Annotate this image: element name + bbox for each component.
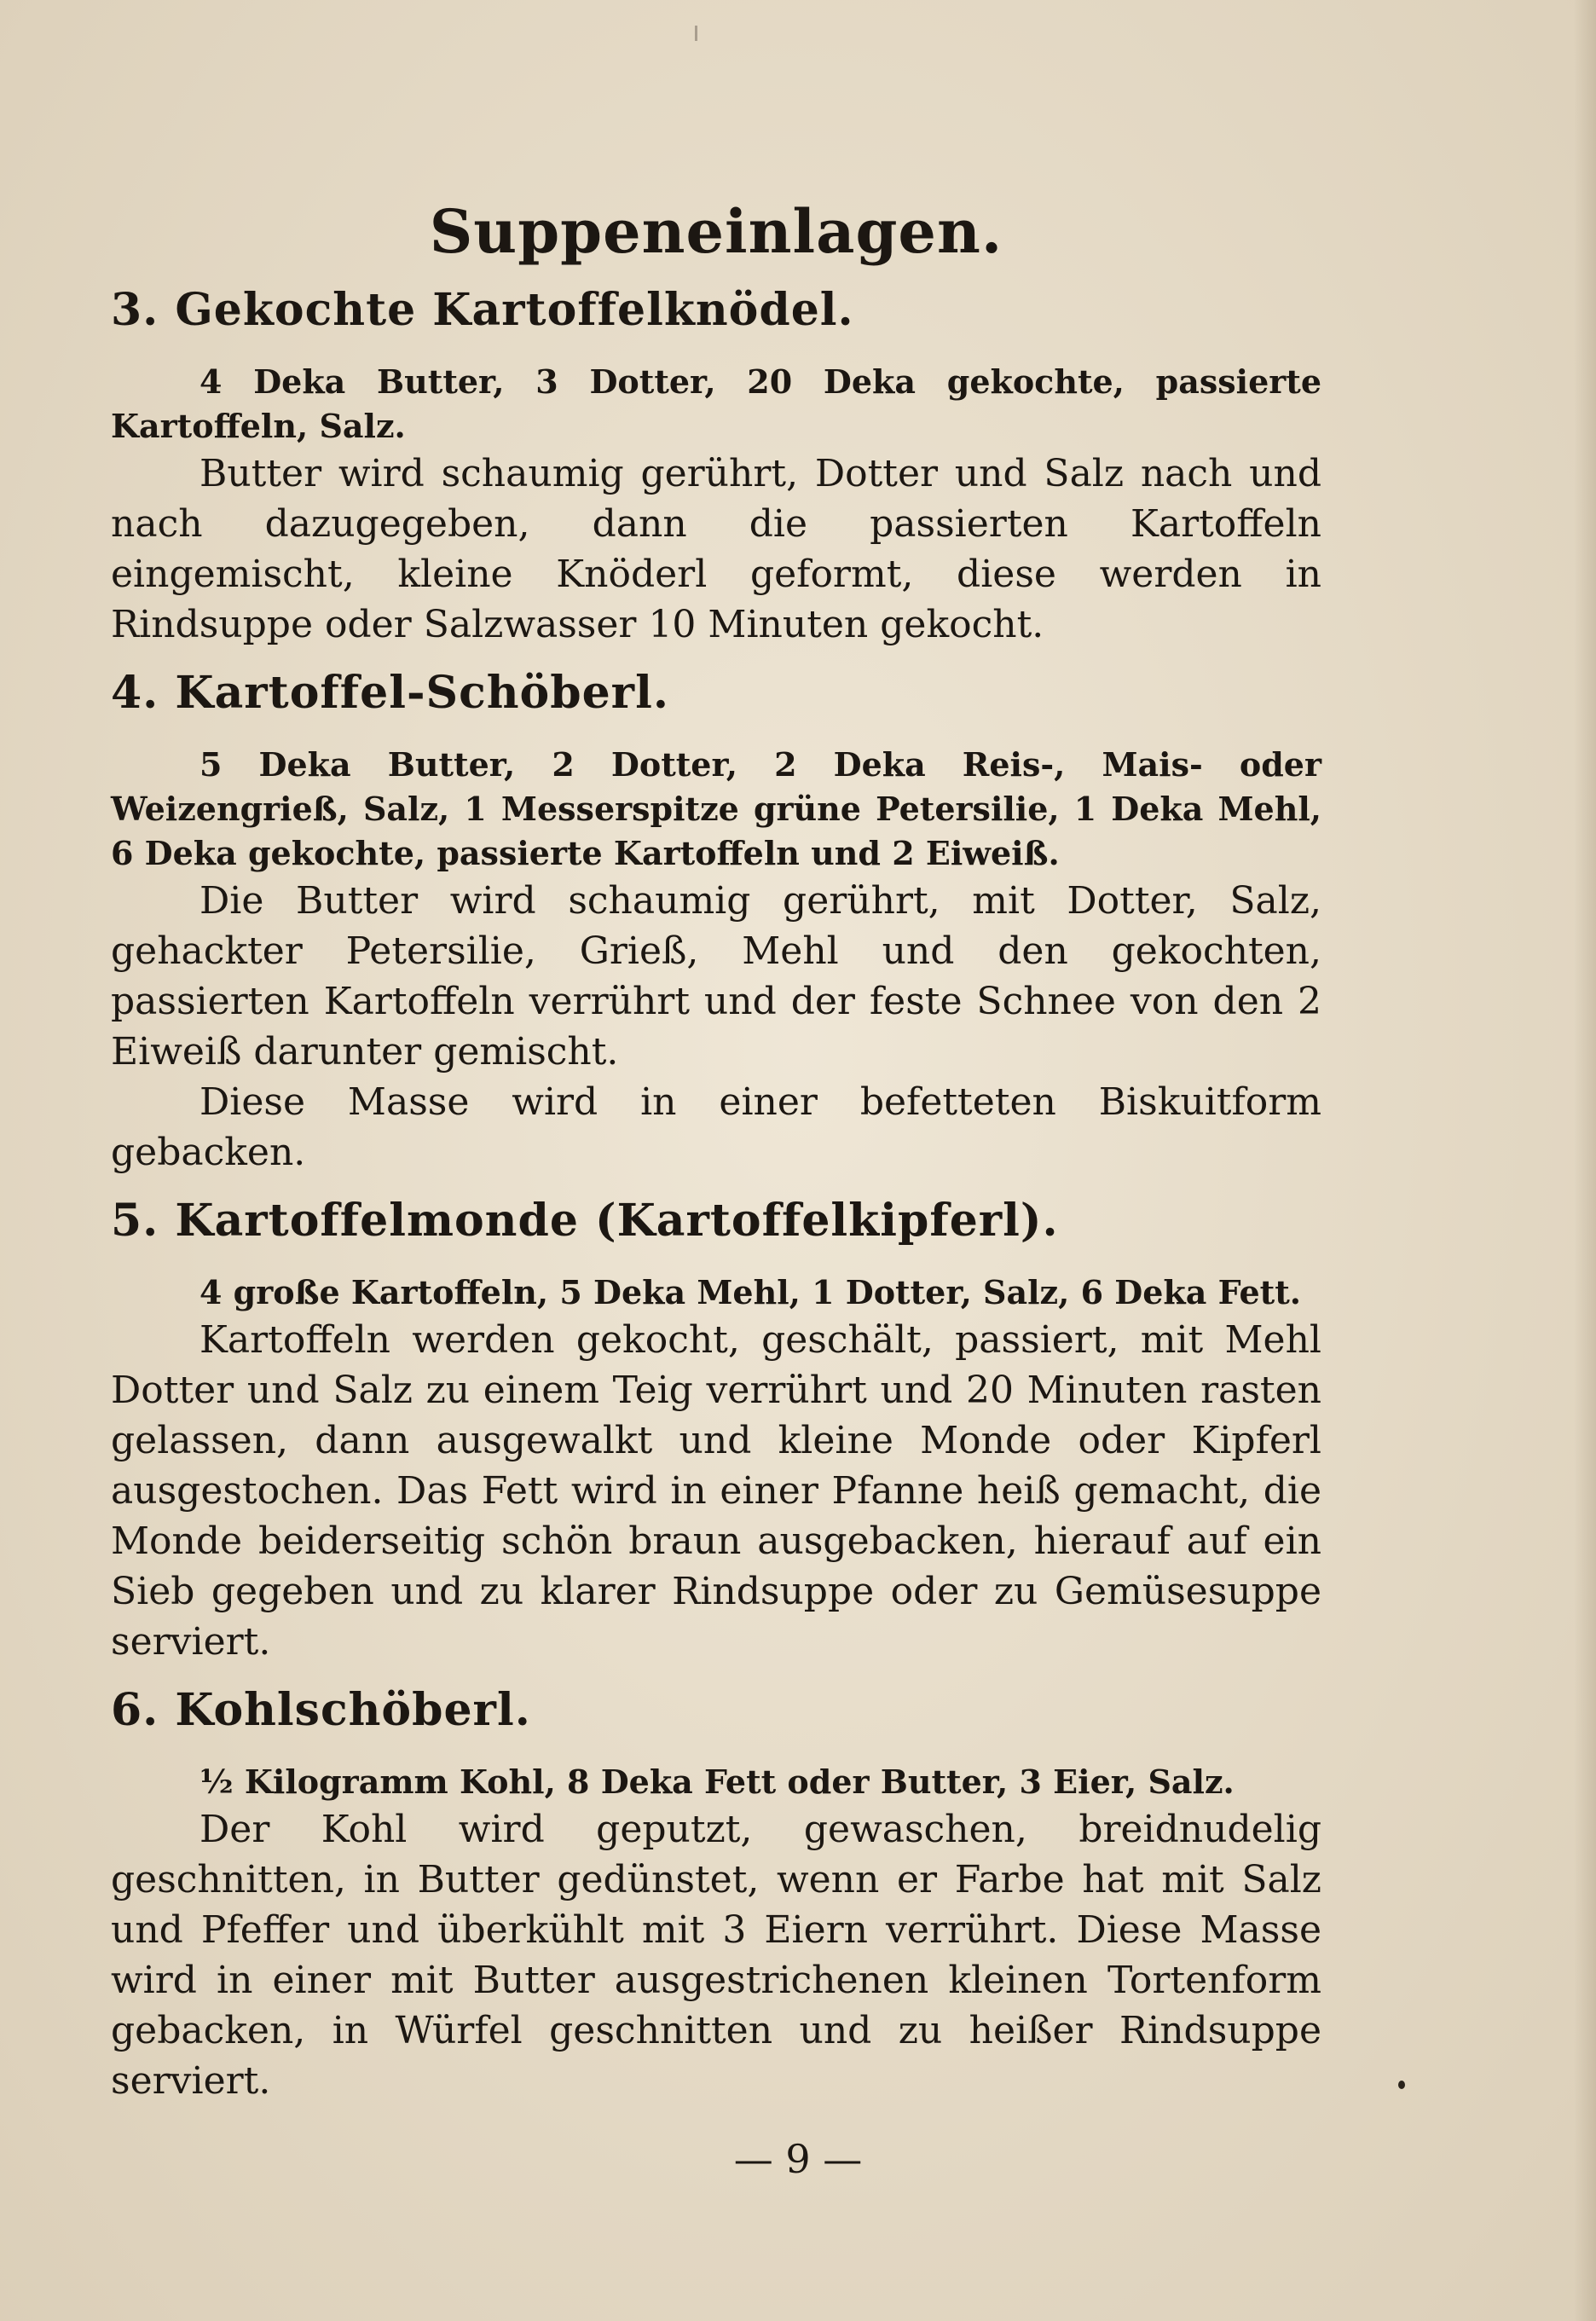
recipe-title: 6. Kohlschöberl. [111,1684,531,1736]
page-number: — 9 — [733,2136,863,2182]
recipe-title: 5. Kartoffelmonde (Kartoffelkipferl). [111,1195,1059,1247]
recipe-method: Die Butter wird schaumig gerührt, mit Dotter, Salz, gehackter Petersilie, Grieß, Mehl und den gekochten, passierten Kartoffeln verrührt und der feste Schnee von den 2 Eiweiß darunter gemischt. [111,879,1321,1074]
recipe-4 [111,667,1321,1178]
recipe-5 [111,1195,1321,1667]
recipe-ingredients: 5 Deka Butter, 2 Dotter, 2 Deka Reis-, Mais- oder Weizengrieß, Salz, 1 Messerspitze grüne Petersilie, 1 Deka Mehl, 6 Deka gekochte, passierte Kartoffeln und 2 Eiweiß. [111,745,1321,872]
recipe-ingredients: ½ Kilogramm Kohl, 8 Deka Fett oder Butter, 3 Eier, Salz. [200,1762,1235,1801]
page-content [111,196,1321,2115]
recipe-title: 3. Gekochte Kartoffelknödel. [111,284,854,336]
recipe-6 [111,1684,1321,2106]
recipe-method: Der Kohl wird geputzt, gewaschen, breidnudelig geschnitten, in Butter gedünstet, wenn er Farbe hat mit Salz und Pfeffer und überkühlt mit 3 Eiern verrührt. Diese Masse wird in einer mit Butter ausgestrichenen kleinen Tortenform gebacken, in Würfel geschnitten und zu heißer Rindsuppe serviert. [111,1808,1321,2103]
paper-mark [695,26,697,41]
recipe-3 [111,284,1321,650]
recipe-method: Kartoffeln werden gekocht, geschält, passiert, mit Mehl Dotter und Salz zu einem Teig verrührt und 20 Minuten rasten gelassen, dann ausgewalkt und kleine Monde oder Kipferl ausgestochen. Das Fett wird in einer Pfanne heiß gemacht, die Monde beiderseitig schön braun ausgebacken, hierauf auf ein Sieb gegeben und zu klarer Rindsuppe oder zu Gemüsesuppe serviert. [111,1318,1321,1664]
recipe-method-note: Diese Masse wird in einer befetteten Biskuitform gebacken. [111,1080,1321,1174]
chapter-title: Suppeneinlagen. [429,196,1003,267]
ink-speck [1398,2081,1405,2089]
recipe-ingredients: 4 große Kartoffeln, 5 Deka Mehl, 1 Dotter, Salz, 6 Deka Fett. [200,1273,1301,1311]
recipe-method: Butter wird schaumig gerührt, Dotter und Salz nach und nach dazugegeben, dann die passierten Kartoffeln eingemischt, kleine Knöderl geformt, diese werden in Rindsuppe oder Salzwasser 10 Minuten gekocht. [111,452,1321,646]
recipe-ingredients: 4 Deka Butter, 3 Dotter, 20 Deka gekochte, passierte Kartoffeln, Salz. [111,362,1321,445]
recipe-title: 4. Kartoffel-Schöberl. [111,667,669,719]
page-fold-shadow [1574,0,1596,2321]
